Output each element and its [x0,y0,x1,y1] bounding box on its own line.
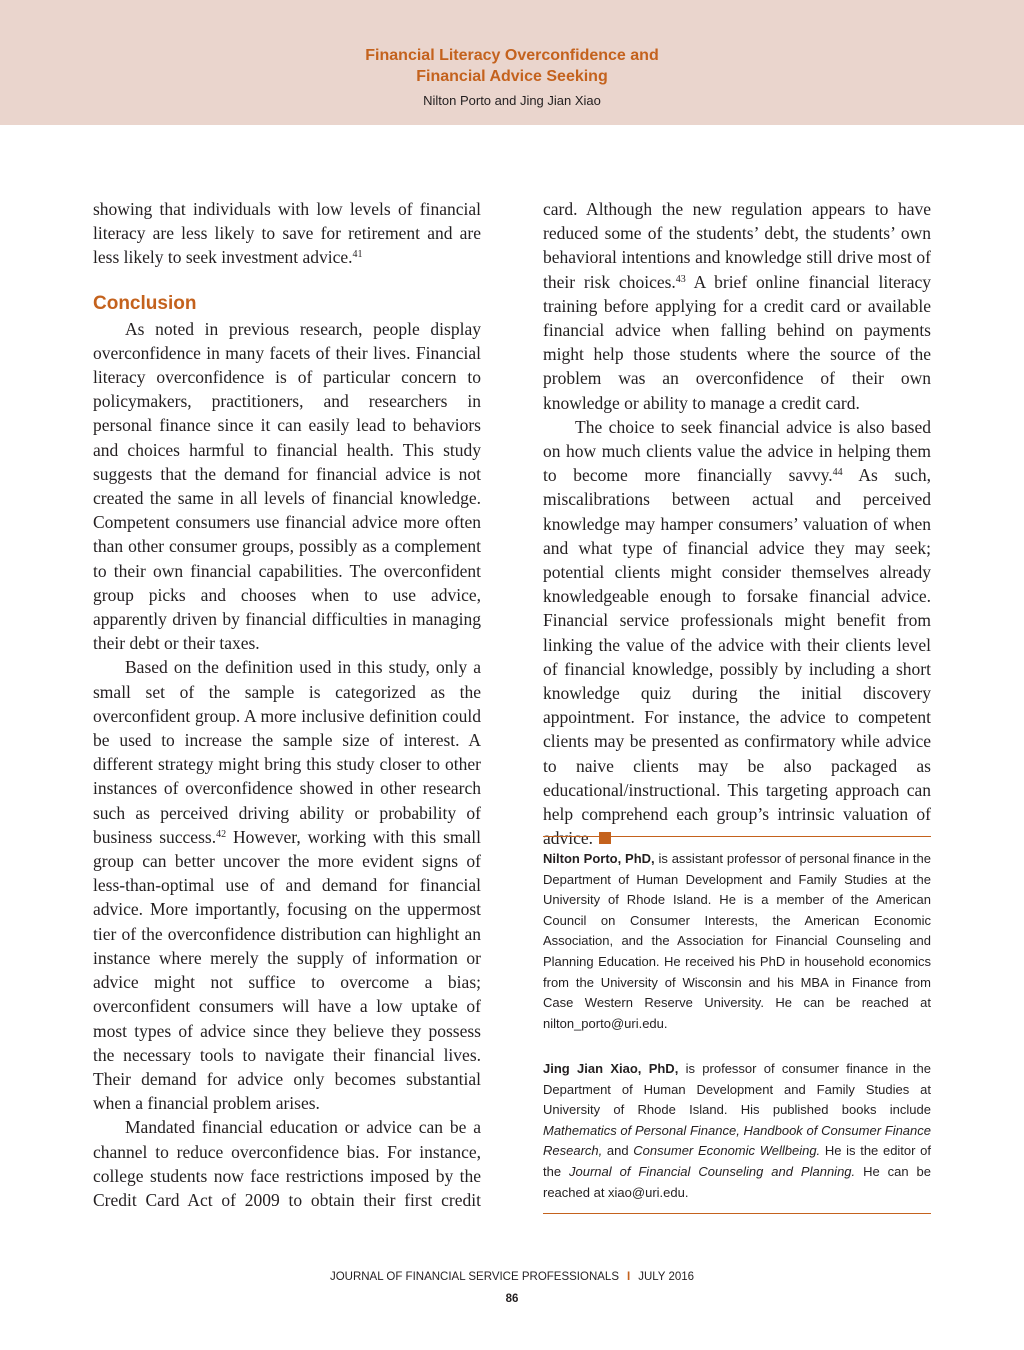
footnote-ref: 43 [675,273,686,285]
article-authors: Nilton Porto and Jing Jian Xiao [423,93,601,108]
body-paragraph [543,197,931,415]
footer-journal-name: JOURNAL OF FINANCIAL SERVICE PROFESSIONALS [329,1271,619,1283]
page-number: 86 [505,1293,519,1305]
paragraph-text: card. Although the new regulation appears to have reduced some of the students’ debt, the students’ own behavioral intentions and knowledge still drive most of their risk choices. [543,199,931,292]
article-title-line-1: Financial Literacy Overconfidence and [365,47,659,64]
bio-journal-title: Journal of Financial Counseling and Planning. [569,1163,856,1179]
bio-name: Nilton Porto, PhD, [543,851,655,866]
body-paragraph [543,415,931,851]
bio-text: He is the editor of the [543,1143,931,1179]
section-heading-conclusion: Conclusion [93,292,197,314]
bio-text: He can be reached at xiao@uri.edu. [543,1163,932,1200]
author-bio-xiao [543,1059,931,1203]
paragraph-text: A brief online financial literacy training before applying for a credit card or available financial advice when falling behind on payments might help those students where the source of the problem was an overconfidence of their own knowledge or ability to manage a credit card. [543,271,932,413]
divider [543,1213,931,1214]
left-column [93,197,481,1212]
footer-date: JULY 2016 [638,1271,695,1283]
body-paragraph [93,655,481,1115]
paragraph-text: However, working with this small group can better uncover the more evident signs of less-than-optimal use of and demand for financial advice. More importantly, focusing on the uppermost tier of the overconfidence distribution can highlight an instance where merely the supply of information or advice might not suffice to overcome a bias; overconfident consumers will have a low uptake of most types of advice since they believe they possess the necessary tools to navigate their financial lives. Their demand for advice only becomes substantial when a financial problem arises. [93,826,482,1114]
bio-book-title: Consumer Economic Wellbeing. [633,1143,821,1159]
bio-text: is professor of consumer finance in the Department of Human Development and Family Studies at University of Rhode Island. His published books include [543,1061,932,1118]
end-of-article-mark [599,832,611,844]
right-column [543,197,931,850]
bio-text: is assistant professor of personal finance in the Department of Human Development and Family Studies at the University of Rhode Island. He is a member of the American Council on Consumer Interests, the American Economic Association, and the Association for Financial Counseling and Planning Education. He received his PhD in household economics from the University of Wisconsin and his MBA in Finance from Case Western Reserve University. He can be reached at nilton_porto@uri.edu. [543,851,931,1031]
bio-book-titles: Mathematics of Personal Finance, Handbook of Consumer Finance Research, [543,1122,931,1159]
bio-text: and [602,1143,634,1159]
paragraph-text: The choice to seek financial advice is also based on how much clients value the advice in helping them to become more financially savvy. [543,416,931,486]
footer-separator: I [627,1271,631,1283]
paragraph-text: As such, miscalibrations between actual and perceived knowledge may hamper consumers’ valuation of when and what type of financial advice they may seek; potential clients might consider themselves already knowledgeable enough to forsake financial advice. Financial service professionals might benefit from linking the value of the advice with their clients level of financial knowledge, possibly by including a short knowledge quiz during the initial discovery appointment. For instance, the advice to competent clients may be presented as confirmatory while advice to naive clients may be also packaged as educational/instructional. This targeting approach can help comprehend each group’s intrinsic valuation of advice. [543,465,931,849]
page-header [0,0,1024,125]
body-paragraph: As noted in previous research, people display overconfidence in many facets of their lives. Financial literacy overconfidence is of particular concern to policymakers, practitioners, and researchers in personal finance since it can easily lead to behaviors and choices harmful to financial health. This study suggests that the demand for financial advice is not created the same in all levels of financial knowledge. Competent consumers use financial advice more often than other consumer groups, possibly as a complement to their own financial capabilities. The overconfident group picks and chooses when to use advice, apparently driven by financial difficulties in managing their debt or their taxes. [93,318,481,654]
article-title [0,45,1024,87]
divider [543,836,931,837]
bio-name: Jing Jian Xiao, PhD, [543,1061,679,1076]
page-footer [0,1271,1024,1283]
body-paragraph [93,197,481,270]
footnote-ref: 44 [832,467,843,479]
footnote-ref: 41 [352,249,363,261]
article-title-line-2: Financial Advice Seeking [416,68,608,85]
footnote-ref: 42 [216,828,227,840]
paragraph-text: Based on the definition used in this study, only a small set of the sample is categorized as the overconfident group. A more inclusive definition could be used to increase the sample size of interest. A different strategy might bring this study closer to other instances of overconfidence showed in other research such as perceived driving ability or probability of business success. [93,657,481,847]
author-bio-porto [543,849,931,1034]
paragraph-text: showing that individuals with low levels of financial literacy are less likely to save for retirement and are less likely to seek investment advice. [93,199,481,268]
body-paragraph: Mandated financial education or advice can be a channel to reduce overconfidence bias. For instance, college students now face restrictions imposed by the Credit Card Act of 2009 to obtain their first credit [93,1117,481,1210]
